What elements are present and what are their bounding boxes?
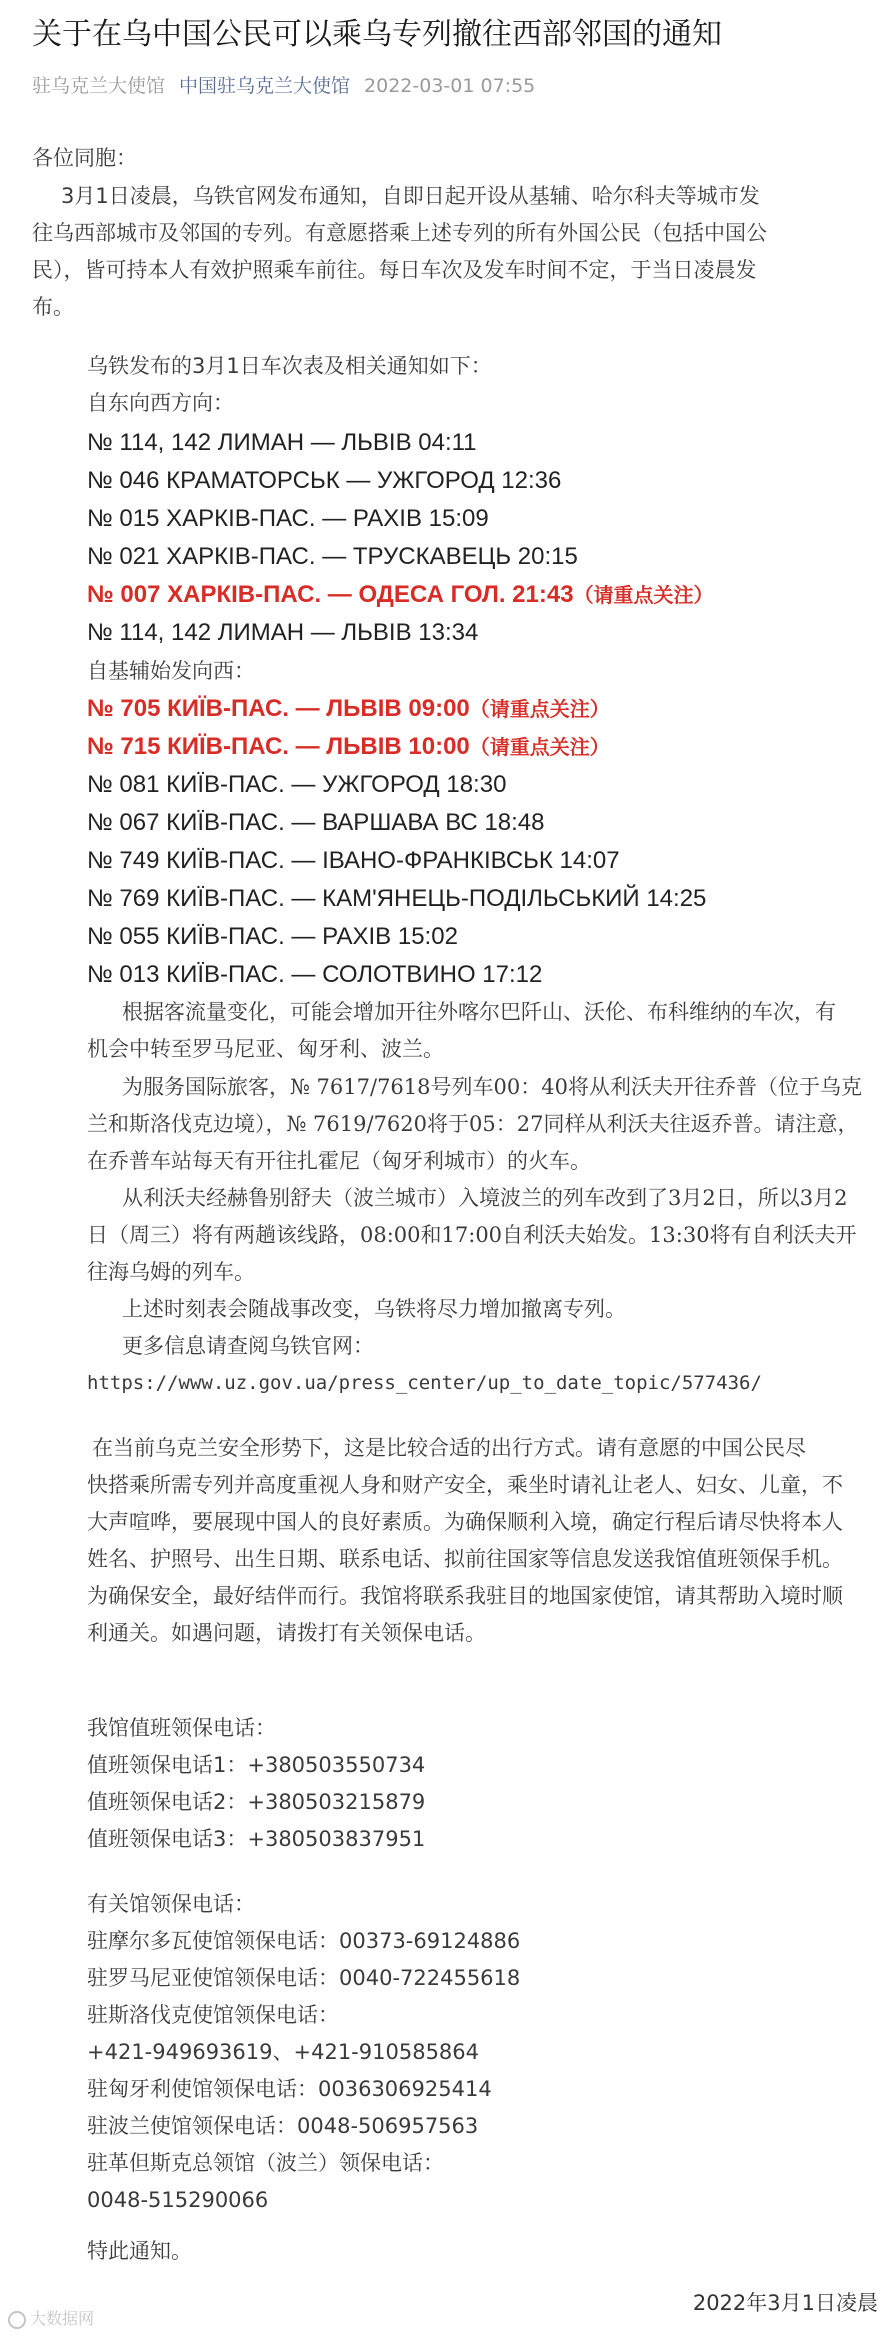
train-item: № 114, 142 ЛИМАН — ЛЬВІВ 04:11 — [87, 429, 477, 456]
train-item: № 114, 142 ЛИМАН — ЛЬВІВ 13:34 — [87, 619, 479, 646]
intro-line-2: 往乌西部城市及邻国的专列。有意愿搭乘上述专列的所有外国公民（包括中国公 — [32, 221, 767, 245]
kyiv-heading: 自基辅始发向西： — [87, 659, 255, 683]
highlight-note: （请重点关注） — [469, 697, 610, 721]
highlight-note: （请重点关注） — [573, 583, 714, 607]
train-item: № 013 КИЇВ-ПАС. — СОЛОТВИНО 17:12 — [87, 961, 543, 988]
greeting: 各位同胞： — [32, 146, 137, 170]
note-3-line-2: 日（周三）将有两趟该线路，08:00和17:00自利沃夫始发。13:30将有自利沃夫开 — [87, 1223, 857, 1247]
highlight-note: （请重点关注） — [469, 735, 610, 759]
schedule-intro: 乌铁发布的3月1日车次表及相关通知如下： — [87, 354, 492, 378]
advice-line-6: 利通关。如遇问题，请拨打有关领保电话。 — [87, 1621, 486, 1645]
related-phone: 0048-515290066 — [87, 2188, 269, 2212]
note-4: 上述时刻表会随战事改变，乌铁将尽力增加撤离专列。 — [122, 1297, 626, 1321]
document-date: 2022年3月1日凌晨 — [692, 2291, 878, 2315]
related-phones-heading: 有关馆领保电话： — [87, 1892, 255, 1916]
duty-phone: 值班领保电话2：+380503215879 — [87, 1790, 426, 1814]
related-phone: 驻罗马尼亚使馆领保电话：0040-722455618 — [87, 1966, 521, 1990]
related-phone: 驻摩尔多瓦使馆领保电话：00373-69124886 — [87, 1929, 521, 1953]
advice-line-4: 姓名、护照号、出生日期、联系电话、拟前往国家等信息发送我馆值班领保手机。 — [87, 1547, 843, 1571]
duty-phone: 值班领保电话3：+380503837951 — [87, 1827, 426, 1851]
related-phone: 驻斯洛伐克使馆领保电话： — [87, 2003, 339, 2027]
train-item-highlighted: № 705 КИЇВ-ПАС. — ЛЬВІВ 09:00（请重点关注） — [87, 695, 610, 722]
watermark-logo-icon — [8, 2311, 26, 2329]
note-1-line-1: 根据客流量变化，可能会增加开往外喀尔巴阡山、沃伦、布科维纳的车次，有 — [122, 1000, 836, 1024]
watermark-text: 大数据网 — [30, 2309, 95, 2328]
advice-line-5: 为确保安全，最好结伴而行。我馆将联系我驻目的地国家使馆，请其帮助入境时顺 — [87, 1584, 843, 1608]
note-3-line-3: 往海乌姆的列车。 — [87, 1260, 255, 1284]
note-5: 更多信息请查阅乌铁官网： — [122, 1334, 374, 1358]
meta-source: 驻乌克兰大使馆 — [32, 75, 166, 97]
related-phone: 驻革但斯克总领馆（波兰）领保电话： — [87, 2151, 444, 2175]
duty-phone: 值班领保电话1：+380503550734 — [87, 1753, 426, 1777]
uz-official-link[interactable]: https://www.uz.gov.ua/press_center/up_to_date_topic/577436/ — [87, 1372, 762, 1394]
meta-time: 2022-03-01 07:55 — [364, 75, 536, 97]
intro-line-4: 布。 — [32, 295, 74, 319]
note-2-line-2: 兰和斯洛伐克边境），№ 7619/7620将于05：27同样从利沃夫往返乔普。请注意， — [87, 1112, 859, 1136]
train-item: № 046 КРАМАТОРСЬК — УЖГОРОД 12:36 — [87, 467, 562, 494]
east-west-heading: 自东向西方向： — [87, 391, 234, 415]
train-item: № 081 КИЇВ-ПАС. — УЖГОРОД 18:30 — [87, 771, 507, 798]
watermark — [8, 2305, 94, 2333]
advice-line-2: 快搭乘所需专列并高度重视人身和财产安全，乘坐时请礼让老人、妇女、儿童，不 — [87, 1473, 843, 1497]
article-meta — [32, 72, 535, 100]
related-phone: +421-949693619、+421-910585864 — [87, 2040, 480, 2064]
train-item: № 055 КИЇВ-ПАС. — РАХІВ 15:02 — [87, 923, 458, 950]
article-title-text: 关于在乌中国公民可以乘乌专列撤往西部邻国的通知 — [32, 17, 722, 52]
intro-line-1: 3月1日凌晨，乌铁官网发布通知，自即日起开设从基辅、哈尔科夫等城市发 — [61, 184, 760, 208]
note-2-line-1: 为服务国际旅客，№ 7617/7618号列车00：40将从利沃夫开往乔普（位于乌克 — [122, 1075, 862, 1099]
intro-line-3: 民），皆可持本人有效护照乘车前往。每日车次及发车时间不定，于当日凌晨发 — [32, 258, 757, 282]
closing-text: 特此通知。 — [87, 2239, 192, 2263]
train-item: № 749 КИЇВ-ПАС. — ІВАНО-ФРАНКІВСЬК 14:07 — [87, 847, 620, 874]
related-phone: 驻匈牙利使馆领保电话：0036306925414 — [87, 2077, 492, 2101]
advice-line-1: 在当前乌克兰安全形势下，这是比较合适的出行方式。请有意愿的中国公民尽 — [92, 1436, 806, 1460]
duty-phones-heading: 我馆值班领保电话： — [87, 1716, 276, 1740]
train-item-highlighted: № 007 ХАРКІВ-ПАС. — ОДЕСА ГОЛ. 21:43（请重点关注） — [87, 581, 714, 608]
article-title — [32, 12, 872, 58]
train-item: № 021 ХАРКІВ-ПАС. — ТРУСКАВЕЦЬ 20:15 — [87, 543, 578, 570]
meta-account-link[interactable]: 中国驻乌克兰大使馆 — [179, 75, 351, 97]
train-item-highlighted: № 715 КИЇВ-ПАС. — ЛЬВІВ 10:00（请重点关注） — [87, 733, 610, 760]
train-item: № 067 КИЇВ-ПАС. — ВАРШАВА ВС 18:48 — [87, 809, 545, 836]
related-phone: 驻波兰使馆领保电话：0048-506957563 — [87, 2114, 479, 2138]
note-2-line-3: 在乔普车站每天有开往扎霍尼（匈牙利城市）的火车。 — [87, 1149, 591, 1173]
note-3-line-1: 从利沃夫经赫鲁别舒夫（波兰城市）入境波兰的列车改到了3月2日，所以3月2 — [122, 1186, 848, 1210]
train-item: № 769 КИЇВ-ПАС. — КАМ'ЯНЕЦЬ-ПОДІЛЬСЬКИЙ 14:25 — [87, 885, 707, 912]
advice-line-3: 大声喧哗，要展现中国人的良好素质。为确保顺利入境，确定行程后请尽快将本人 — [87, 1510, 843, 1534]
train-item: № 015 ХАРКІВ-ПАС. — РАХІВ 15:09 — [87, 505, 489, 532]
note-1-line-2: 机会中转至罗马尼亚、匈牙利、波兰。 — [87, 1037, 444, 1061]
